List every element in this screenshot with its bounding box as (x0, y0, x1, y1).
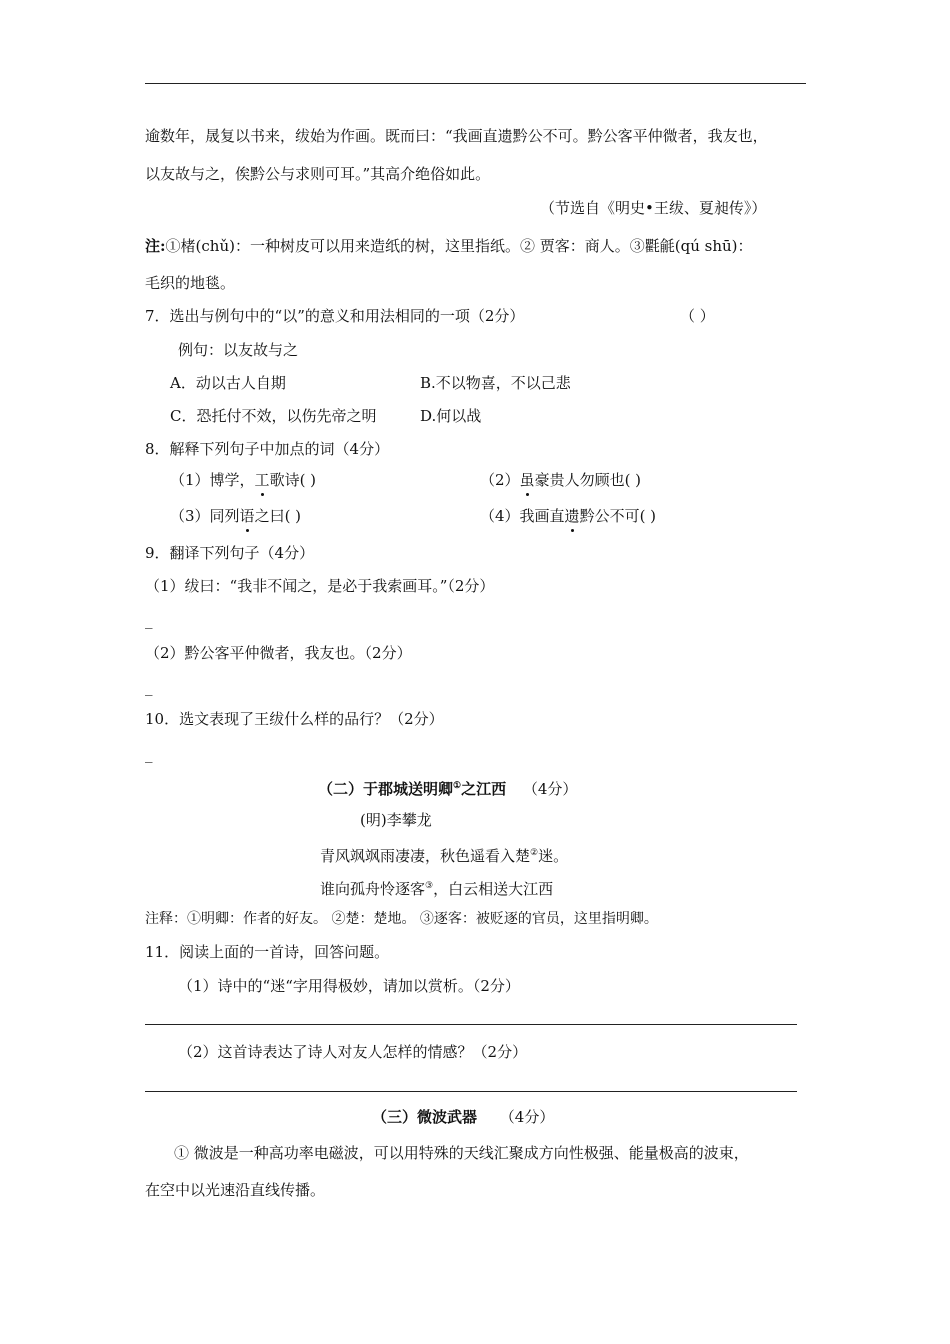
notes-label: 注: (145, 237, 166, 255)
q11-answer-line-1 (145, 1024, 797, 1025)
passage-line-2: 以友故与之，俟黔公与求则可耳。”其高介绝俗如此。 (145, 165, 491, 183)
q11-answer-line-2 (145, 1091, 797, 1092)
poem-title-sup: ① (453, 781, 462, 791)
q8-item-2 (480, 470, 641, 490)
q8-item-4-dotted: 遗 (564, 507, 580, 525)
q8-item-2-post: 豪贵人勿顾也( ) (534, 471, 642, 489)
q7-option-d: D.何以战 (420, 407, 482, 425)
q10-stem: 10．选文表现了王绂什么样的品行？（2分） (145, 710, 444, 728)
poem-score: （4分） (522, 780, 578, 798)
q7-option-b: B.不以物喜，不以己悲 (420, 374, 571, 392)
passage-line-1: 逾数年，晟复以书来，绂始为作画。既而曰：“我画直遗黔公不可。黔公客平仲微者，我友也， (145, 127, 768, 145)
q7-example: 例句：以友故与之 (178, 341, 299, 359)
poem-line-2-post: ，白云相送大江西 (433, 880, 554, 898)
poem-title-pre: （二）于郡城送明卿 (318, 780, 454, 798)
q8-item-4-pre: （4）我画直 (480, 507, 565, 525)
poem-line-1-sup: ② (530, 848, 539, 858)
poem-author: (明)李攀龙 (360, 811, 432, 829)
q8-item-3-post: 之曰( ) (254, 507, 302, 525)
notes-line-1 (145, 236, 753, 256)
q8-item-2-dotted: 虽 (519, 471, 535, 489)
section3-score: （4分） (499, 1108, 555, 1126)
q8-item-1-post: 歌诗( ) (269, 471, 317, 489)
q8-item-3-pre: （3）同列 (170, 507, 240, 525)
poem-line-1 (320, 843, 568, 866)
q8-item-1-dotted: 工 (254, 471, 270, 489)
q9-sentence-1: （1）绂曰：“我非不闻之，是必于我索画耳。”（2分） (145, 577, 495, 595)
q10-answer-blank: _ (145, 745, 153, 763)
poem-line-1-pre: 青风飒飒雨凄凄，秋色遥看入楚 (320, 847, 531, 865)
q9-answer-blank-1: _ (145, 611, 153, 629)
poem-line-2 (320, 876, 553, 899)
poem-title (318, 776, 577, 799)
q8-item-3 (170, 506, 301, 526)
q8-item-4 (480, 506, 656, 526)
notes-text-1: ①楮(chǔ)：一种树皮可以用来造纸的树，这里指纸。② 贾客：商人。③氍毹(qú shū)： (165, 237, 753, 255)
q8-item-2-pre: （2） (480, 471, 520, 489)
poem-line-2-pre: 谁向孤舟怜逐客 (320, 880, 426, 898)
q11-sub-2: （2）这首诗表达了诗人对友人怎样的情感？（2分） (178, 1043, 528, 1061)
section3-title-text: （三）微波武器 (372, 1108, 478, 1126)
q9-answer-blank-2: _ (145, 678, 153, 696)
poem-notes: 注释：①明卿：作者的好友。 ②楚：楚地。 ③逐客：被贬逐的官员，这里指明卿。 (145, 911, 658, 927)
poem-title-post: 之江西 (461, 780, 507, 798)
notes-line-2: 毛织的地毯。 (145, 274, 236, 292)
q7-stem: 7．选出与例句中的“以”的意义和用法相同的一项（2分） (145, 307, 525, 325)
section3-p1-line-1: ① 微波是一种高功率电磁波，可以用特殊的天线汇聚成方向性极强、能量极高的波束， (174, 1144, 749, 1162)
q7-option-c: C．恐托付不效，以伤先帝之明 (170, 407, 377, 425)
header-rule (145, 83, 806, 84)
passage-source: （节选自《明史•王绂、夏昶传》） (540, 199, 767, 217)
q9-sentence-2: （2）黔公客平仲微者，我友也。（2分） (145, 644, 412, 662)
poem-line-1-post: 迷。 (538, 847, 569, 865)
section3-title (372, 1107, 554, 1127)
q8-stem: 8．解释下列句子中加点的词（4分） (145, 440, 390, 458)
section3-p1-line-2: 在空中以光速沿直线传播。 (145, 1181, 326, 1199)
q8-item-4-post: 黔公不可( ) (579, 507, 657, 525)
q8-item-3-dotted: 语 (239, 507, 255, 525)
q11-stem: 11．阅读上面的一首诗，回答问题。 (145, 943, 390, 961)
q9-stem: 9．翻译下列句子（4分） (145, 544, 315, 562)
q7-option-a: A．动以古人自期 (170, 374, 286, 392)
q7-answer-paren: （ ） (680, 307, 715, 325)
q11-sub-1: （1）诗中的“迷“字用得极妙，请加以赏析。（2分） (178, 977, 520, 995)
q8-item-1 (170, 470, 316, 490)
q8-item-1-pre: （1）博学， (170, 471, 255, 489)
poem-line-2-sup: ③ (425, 881, 434, 891)
